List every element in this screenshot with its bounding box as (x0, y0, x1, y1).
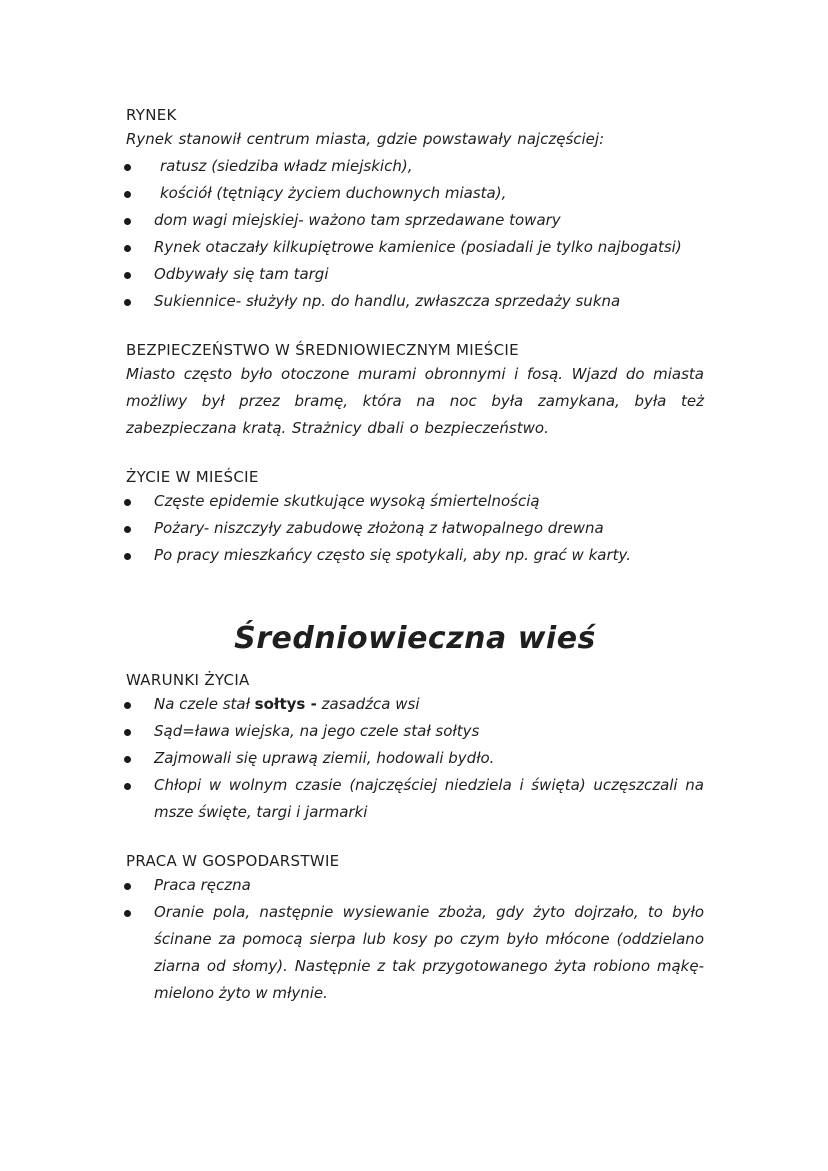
list-item: Sąd=ława wiejska, na jego czele stał sołtys (126, 718, 704, 745)
bullet-icon (124, 553, 131, 560)
bullet-list (126, 691, 704, 826)
section-bezpieczenstwo (126, 339, 704, 442)
bullet-list (126, 872, 704, 1007)
bullet-icon (124, 702, 131, 709)
list-item: dom wagi miejskiej- ważono tam sprzedawane towary (126, 207, 704, 234)
bullet-icon (124, 783, 131, 790)
list-item: Rynek otaczały kilkupiętrowe kamienice (posiadali je tylko najbogatsi) (126, 234, 704, 261)
bullet-icon (124, 299, 131, 306)
bullet-icon (124, 910, 131, 917)
list-item: ratusz (siedziba władz miejskich), (126, 153, 704, 180)
bullet-icon (124, 218, 131, 225)
section-zycie (126, 466, 704, 569)
page-title: Średniowieczna wieś (234, 621, 596, 656)
bullet-list (126, 488, 704, 569)
list-item: Sukiennice- służyły np. do handlu, zwłaszcza sprzedaży sukna (126, 288, 704, 315)
list-item: Oranie pola, następnie wysiewanie zboża, gdy żyto dojrzało, to było ścinane za pomocą sierpa lub kosy po czym było młócone (oddzielano ziarna od słomy). Następnie z tak przygotowanego żyta robiono mąkę- mielono żyto w młynie. (126, 899, 704, 1007)
section-heading: RYNEK (126, 106, 177, 124)
section-warunki (126, 669, 704, 826)
section-heading: ŻYCIE W MIEŚCIE (126, 468, 259, 486)
list-item: Chłopi w wolnym czasie (najczęściej niedziela i święta) uczęszczali na msze święte, targi i jarmarki (126, 772, 704, 826)
section-rynek (126, 104, 704, 315)
section-heading: PRACA W GOSPODARSTWIE (126, 852, 340, 870)
section-paragraph: Miasto często było otoczone murami obronnymi i fosą. Wjazd do miasta możliwy był przez bramę, która na noc była zamykana, była też zabezpieczana kratą. Strażnicy dbali o bezpieczeństwo. (126, 365, 704, 437)
bullet-icon (124, 499, 131, 506)
bullet-icon (124, 245, 131, 252)
section-praca (126, 850, 704, 1007)
list-item: Częste epidemie skutkujące wysoką śmiertelnością (126, 488, 704, 515)
list-item: Na czele stał sołtys - zasadźca wsi (126, 691, 704, 718)
bullet-icon (124, 729, 131, 736)
bullet-icon (124, 164, 131, 171)
bullet-icon (124, 191, 131, 198)
bullet-icon (124, 883, 131, 890)
list-item: Praca ręczna (126, 872, 704, 899)
bullet-icon (124, 756, 131, 763)
bullet-icon (124, 526, 131, 533)
section-intro: Rynek stanowił centrum miasta, gdzie powstawały najczęściej: (126, 130, 605, 148)
list-item: Odbywały się tam targi (126, 261, 704, 288)
bullet-icon (124, 272, 131, 279)
list-item: Po pracy mieszkańcy często się spotykali, aby np. grać w karty. (126, 542, 704, 569)
list-item: Pożary- niszczyły zabudowę złożoną z łatwopalnego drewna (126, 515, 704, 542)
section-heading: WARUNKI ŻYCIA (126, 671, 250, 689)
document-content (126, 104, 704, 1007)
list-item: kościół (tętniący życiem duchownych miasta), (126, 180, 704, 207)
list-item: Zajmowali się uprawą ziemii, hodowali bydło. (126, 745, 704, 772)
bullet-list (126, 153, 704, 315)
section-heading: BEZPIECZEŃSTWO W ŚREDNIOWIECZNYM MIEŚCIE (126, 341, 519, 359)
